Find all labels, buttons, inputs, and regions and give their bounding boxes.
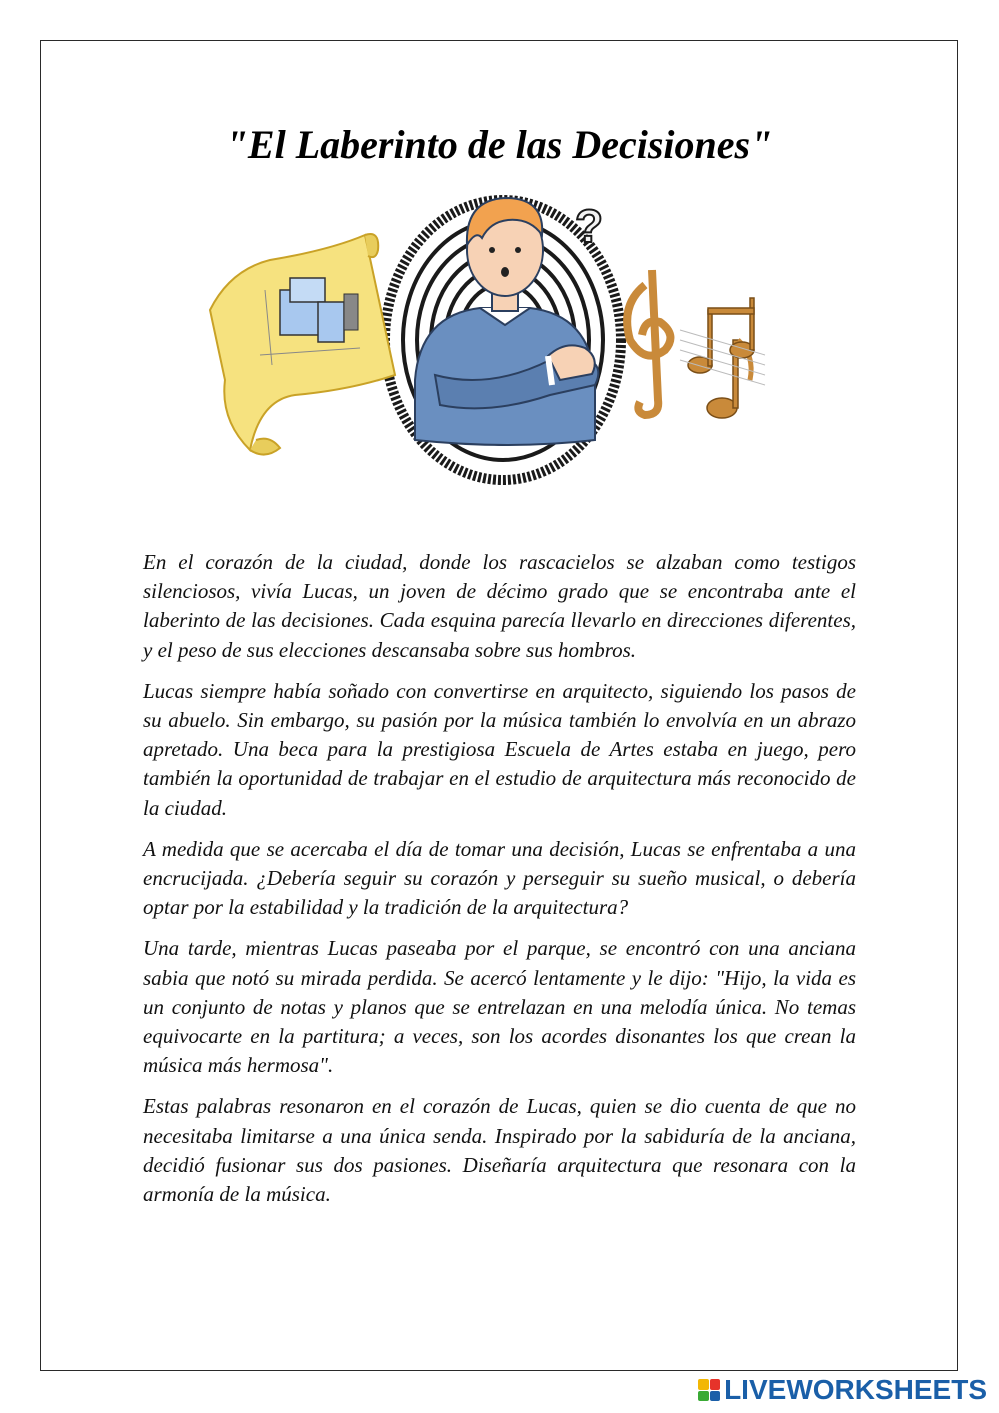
- story-title: "El Laberinto de las Decisiones": [225, 122, 773, 167]
- story-paragraph: Lucas siempre había soñado con convertirse en arquitecto, siguiendo los pasos de su abuelo. Sin embargo, su pasión por la música también lo envolvía en un abrazo apretado. Una beca para la prestigiosa Escuela de Artes estaba en juego, pero también la oportunidad de trabajar en el estudio de arquitectura más reconocido de la ciudad.: [143, 678, 856, 820]
- question-mark-icon: ?: [575, 200, 604, 252]
- thinking-boy-icon: [415, 198, 598, 445]
- story-illustration: [190, 190, 770, 490]
- story-paragraph: En el corazón de la ciudad, donde los rascacielos se alzaban como testigos silenciosos, vivía Lucas, un joven de décimo grado que se encontraba ante el laberinto de las decisiones. Cada esquina parecía llevarlo en direcciones diferentes, y el peso de sus elecciones descansaba sobre sus hombros.: [143, 550, 856, 662]
- music-notes-icon: [627, 270, 754, 418]
- story-paragraph: Una tarde, mientras Lucas paseaba por el parque, se encontró con una anciana sabia que notó su mirada perdida. Se acercó lentamente y le dijo: "Hijo, la vida es un conjunto de notas y planos que se entrelazan en una melodía única. No temas equivocarte en la partitura; a veces, son los acordes disonantes los que crean la música más hermosa".: [143, 936, 856, 1078]
- liveworksheets-branding[interactable]: [698, 1375, 987, 1405]
- story-paragraph: A medida que se acercaba el día de tomar una decisión, Lucas se enfrentaba a una encrucijada. ¿Debería seguir su corazón y perseguir su sueño musical, o debería optar por la estabilidad y la tradición de la arquitectura?: [143, 836, 856, 920]
- brand-name: LIVEWORKSHEETS: [724, 1374, 987, 1405]
- story-body: [143, 548, 856, 1221]
- story-paragraph: Estas palabras resonaron en el corazón de Lucas, quien se dio cuenta de que no necesitaba limitarse a una única senda. Inspirado por la sabiduría de la anciana, decidió fusionar sus dos pasiones. Diseñaría arquitectura que resonara con la armonía de la música.: [143, 1094, 856, 1207]
- blueprint-scroll-icon: [210, 234, 395, 455]
- liveworksheets-logo-icon: [698, 1379, 720, 1401]
